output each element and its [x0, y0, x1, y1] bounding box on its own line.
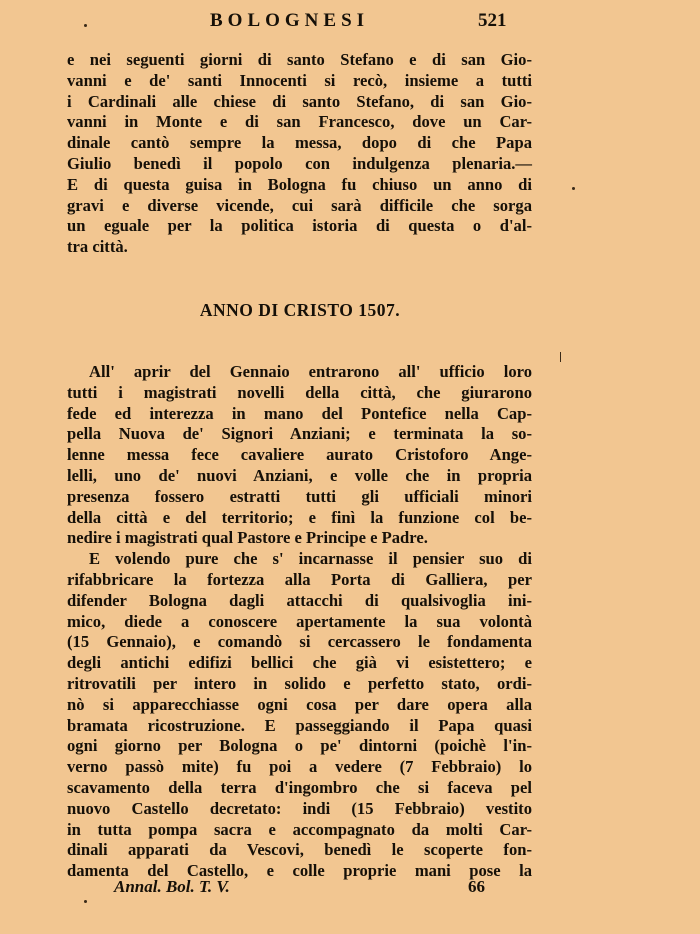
text-line: i Cardinali alle chiese di santo Stefano, di san Gio- [67, 91, 532, 111]
text-line: gravi e diverse vicende, cui sarà difficile che sorga [67, 195, 532, 215]
text-line: degli antichi edifizi bellici che già vi esistettero; e [67, 653, 532, 673]
footer-sheet-number: 66 [468, 877, 485, 896]
text-line: tra città. [67, 237, 128, 257]
text-line: ogni giorno per Bologna o pe' dintorni (poichè l'in- [67, 736, 532, 756]
text-line: Giulio benedì il popolo con indulgenza plenaria.— [67, 153, 532, 173]
text-line: vanni e de' santi Innocenti si recò, insieme a tutti [67, 70, 532, 90]
running-title: BOLOGNESI [210, 10, 370, 31]
text-line: ritrovatili per intero in solido e perfetto stato, ordi- [67, 673, 532, 693]
text-line: fede ed interezza in mano del Pontefice nella Cap- [67, 403, 532, 423]
text-line: difender Bologna dagli attacchi di qualsivoglia ini- [67, 590, 532, 610]
text-line: nedire i magistrati qual Pastore e Principe e Padre. [67, 528, 428, 548]
section-heading: ANNO DI CRISTO 1507. [199, 300, 401, 320]
text-line: mico, diede a conoscere apertamente la sua volontà [67, 611, 532, 631]
text-line: vanni in Monte e di san Francesco, dove un Car- [67, 112, 532, 132]
footer-signature: Annal. Bol. T. V. [114, 877, 230, 896]
text-line: scavamento della terra d'ingombro che si faceva pel [67, 777, 532, 797]
text-line: All' aprir del Gennaio entrarono all' ufficio loro [89, 362, 532, 381]
ink-speck [572, 187, 575, 190]
text-line: tutti i magistrati novelli della città, che giurarono [67, 382, 532, 402]
text-line: dinale cantò sempre la messa, dopo di che Papa [67, 133, 532, 153]
text-line: lelli, uno de' nuovi Anziani, e volle che in propria [67, 465, 532, 485]
page-number: 521 [478, 10, 507, 31]
running-head [0, 10, 700, 36]
text-line: damenta del Castello, e colle proprie mani pose la [67, 861, 532, 881]
page-footer [0, 877, 700, 901]
text-line: presenza fossero estratti tutti gli ufficiali minori [67, 486, 532, 506]
ink-speck [560, 352, 561, 362]
text-line: della città e del territorio; e finì la funzione col be- [67, 507, 532, 527]
text-line: e nei seguenti giorni di santo Stefano e di san Gio- [67, 50, 532, 69]
text-line: un eguale per la politica istoria di questa o d'al- [67, 216, 532, 236]
text-line: bramata ricostruzione. E passeggiando il Papa quasi [67, 715, 532, 735]
text-line: rifabbricare la fortezza alla Porta di Galliera, per [67, 569, 532, 589]
ink-speck [84, 24, 87, 27]
text-line: (15 Gennaio), e comandò si cercassero le fondamenta [67, 632, 532, 652]
text-line: E di questa guisa in Bologna fu chiuso un anno di [67, 174, 532, 194]
text-line: in tutta pompa sacra e accompagnato da molti Car- [67, 819, 532, 839]
text-line: E volendo pure che s' incarnasse il pensier suo di [89, 549, 532, 569]
paragraph-continued [67, 50, 532, 258]
text-line: verno passò mite) fu poi a vedere (7 Febbraio) lo [67, 757, 532, 777]
ink-speck [84, 900, 87, 903]
text-line: pella Nuova de' Signori Anziani; e terminata la so- [67, 424, 532, 444]
text-line: nò si apparecchiasse ogni cosa per dare opera alla [67, 694, 532, 714]
text-line: nuovo Castello decretato: indi (15 Febbraio) vestito [67, 798, 532, 818]
text-line: dinali apparati da Vescovi, benedì le scoperte fon- [67, 840, 532, 860]
text-line: lenne messa fece cavaliere aurato Cristoforo Ange- [67, 445, 532, 465]
main-text [67, 362, 532, 882]
